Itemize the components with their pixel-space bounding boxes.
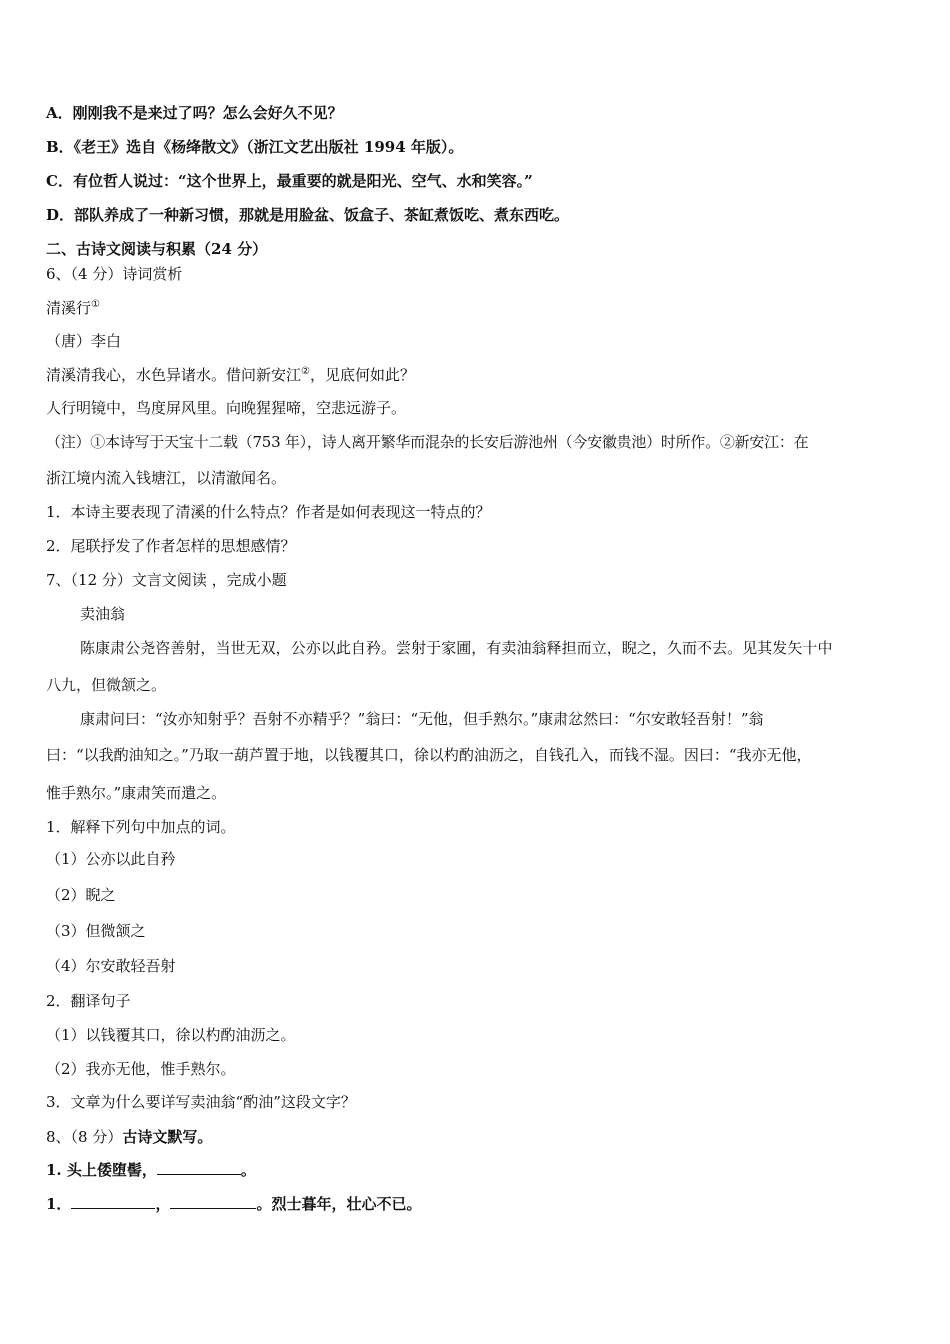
poem-line: 清溪清我心，水色异诸水。借问新安江②，见底何如此？ [46, 366, 415, 384]
question-7-1: 1．解释下列句中加点的词。 [46, 818, 236, 836]
option-a: A．刚刚我不是来过了吗？怎么会好久不见？ [46, 104, 343, 122]
answer-blank[interactable] [170, 1194, 256, 1209]
question-7-3: 3．文章为什么要详写卖油翁“酌油”这段文字？ [46, 1093, 356, 1111]
dictation-line: 1． ， 。烈士暮年，壮心不已。 [46, 1195, 422, 1213]
option-d: D．部队养成了一种新习惯，那就是用脸盆、饭盒子、茶缸煮饭吃、煮东西吃。 [46, 206, 570, 224]
passage-paragraph: 康肃问曰：“汝亦知射乎？吾射不亦精乎？”翁曰：“无他，但手熟尔。”康肃忿然曰：“尔安敢轻吾射！”翁 [80, 710, 764, 728]
answer-blank[interactable] [71, 1194, 155, 1209]
option-c: C．有位哲人说过：“这个世界上，最重要的就是阳光、空气、水和笑容。” [46, 172, 533, 190]
poem-title: 清溪行① [46, 299, 100, 317]
passage-paragraph: 八九，但微颔之。 [46, 676, 167, 694]
question-6-header: 6、（4 分）诗词赏析 [46, 265, 183, 283]
list-item: （1）以钱覆其口，徐以杓酌油沥之。 [46, 1026, 296, 1044]
question-6-2: 2．尾联抒发了作者怎样的思想感情？ [46, 537, 296, 555]
passage-paragraph: 曰：“以我酌油知之。”乃取一葫芦置于地，以钱覆其口，徐以杓酌油沥之，自钱孔入，而钱不湿。因曰：“我亦无他， [46, 746, 812, 764]
dictation-line: 1. 头上倭堕髻， 。 [46, 1161, 256, 1179]
question-8-header: 8、（8 分）古诗文默写。 [46, 1128, 213, 1146]
poem-note: （注）①本诗写于天宝十二载（753 年），诗人离开繁华而混杂的长安后游池州（今安徽贵池）时所作。②新安江：在 [46, 433, 809, 451]
passage-paragraph: 惟手熟尔。”康肃笑而遣之。 [46, 784, 227, 802]
question-7-2: 2．翻译句子 [46, 992, 131, 1010]
section-heading: 二、古诗文阅读与积累（24 分） [46, 240, 268, 258]
poem-note: 浙江境内流入钱塘江，以清澈闻名。 [46, 469, 287, 487]
passage-paragraph: 陈康肃公尧咨善射，当世无双，公亦以此自矜。尝射于家圃，有卖油翁释担而立，睨之，久而不去。见其发矢十中 [80, 639, 833, 657]
question-7-header: 7、（12 分）文言文阅读 ，完成小题 [46, 571, 287, 589]
list-item: （2）睨之 [46, 886, 116, 904]
answer-blank[interactable] [157, 1160, 241, 1175]
poem-line: 人行明镜中，鸟度屏风里。向晚猩猩啼，空悲远游子。 [46, 399, 407, 417]
passage-title: 卖油翁 [80, 605, 126, 623]
list-item: （3）但微颔之 [46, 922, 146, 940]
question-6-1: 1．本诗主要表现了清溪的什么特点？作者是如何表现这一特点的？ [46, 503, 491, 521]
option-b: B．《老王》选自《杨绛散文》（浙江文艺出版社 1994 年版）。 [46, 138, 464, 156]
list-item: （4）尔安敢轻吾射 [46, 957, 176, 975]
poem-author: （唐）李白 [46, 332, 122, 350]
list-item: （2）我亦无他，惟手熟尔。 [46, 1060, 236, 1078]
list-item: （1）公亦以此自矜 [46, 850, 176, 868]
